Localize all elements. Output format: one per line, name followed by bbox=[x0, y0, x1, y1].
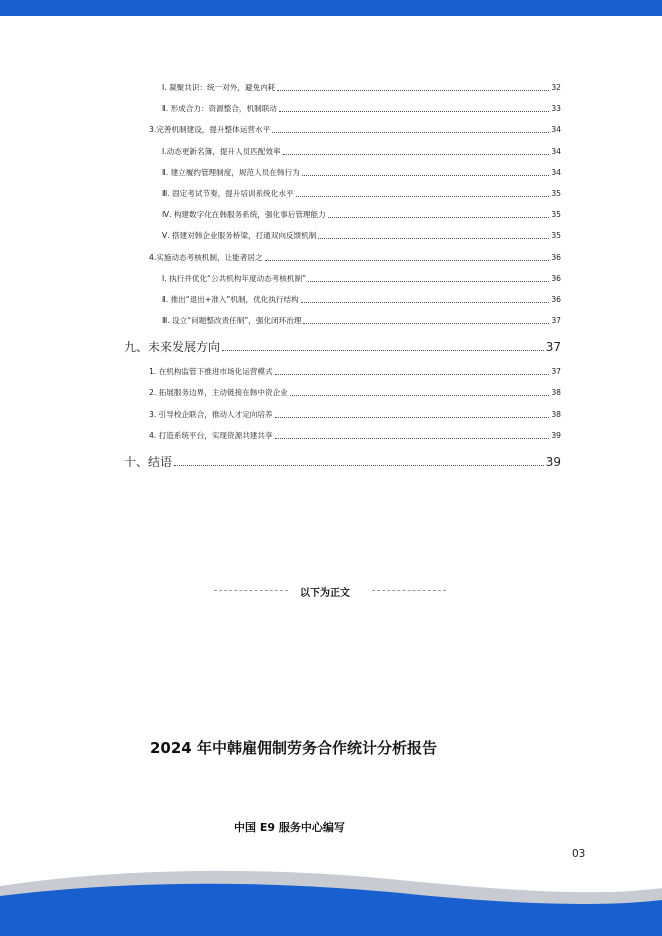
toc-entry[interactable]: Ⅱ. 推出“退出+准入”机制，优化执行结构 36 bbox=[162, 295, 561, 304]
toc-entry[interactable]: Ⅱ. 形成合力：资源整合，机制联动 33 bbox=[162, 104, 561, 113]
toc-entry[interactable]: Ⅲ. 固定考试节奏，提升培训系统化水平 35 bbox=[162, 189, 561, 198]
toc-entry[interactable]: Ⅰ. 执行并优化“公共机构年度动态考核机制” 36 bbox=[162, 274, 561, 283]
toc-entry[interactable]: Ⅴ. 搭建对韩企业服务桥梁，打通双向反馈机制 35 bbox=[162, 231, 561, 240]
toc-entry[interactable]: Ⅰ.动态更新名簿，提升人员匹配效率 34 bbox=[162, 147, 561, 156]
toc-chapter[interactable]: 十、结语 39 bbox=[124, 455, 561, 469]
separator-label: 以下为正文 bbox=[300, 588, 350, 599]
toc-entry[interactable]: 2. 拓展服务边界，主动链接在韩中资企业 38 bbox=[149, 388, 561, 397]
separator-dash-left bbox=[214, 590, 288, 591]
toc-entry[interactable]: 4.实施动态考核机制，让能者居之 36 bbox=[149, 253, 561, 262]
toc-entry[interactable]: 4. 打造系统平台，实现资源共建共享 39 bbox=[149, 431, 561, 440]
report-title: 2024 年中韩雇佣制劳务合作统计分析报告 bbox=[150, 739, 437, 757]
report-author: 中国 E9 服务中心编写 bbox=[234, 821, 345, 834]
toc-entry[interactable]: 3. 引导校企联合，推动人才定向培养 38 bbox=[149, 410, 561, 419]
toc-entry[interactable]: 3.完善机制建设，提升整体运营水平 34 bbox=[149, 125, 561, 134]
footer-wave-decoration bbox=[0, 866, 662, 936]
footer-wave-blue bbox=[0, 884, 662, 936]
page-number: 03 bbox=[572, 848, 586, 860]
toc-entry[interactable]: Ⅱ. 建立履约管理制度，规范人员在韩行为 34 bbox=[162, 168, 561, 177]
toc-entry[interactable]: 1. 在机构监管下推进市场化运营模式 37 bbox=[149, 367, 561, 376]
top-blue-bar bbox=[0, 0, 662, 16]
toc-entry[interactable]: Ⅳ. 构建数字化在韩服务系统，强化事后管理能力 35 bbox=[162, 210, 561, 219]
toc-entry[interactable]: Ⅲ. 设立“问题整改责任制”，强化闭环治理 37 bbox=[162, 316, 561, 325]
body-separator bbox=[0, 584, 662, 598]
toc-chapter[interactable]: 九、未来发展方向 37 bbox=[124, 340, 561, 354]
separator-dash-right bbox=[372, 590, 446, 591]
toc-entry[interactable]: Ⅰ. 凝聚共识：统一对外，避免内耗 32 bbox=[162, 83, 561, 92]
